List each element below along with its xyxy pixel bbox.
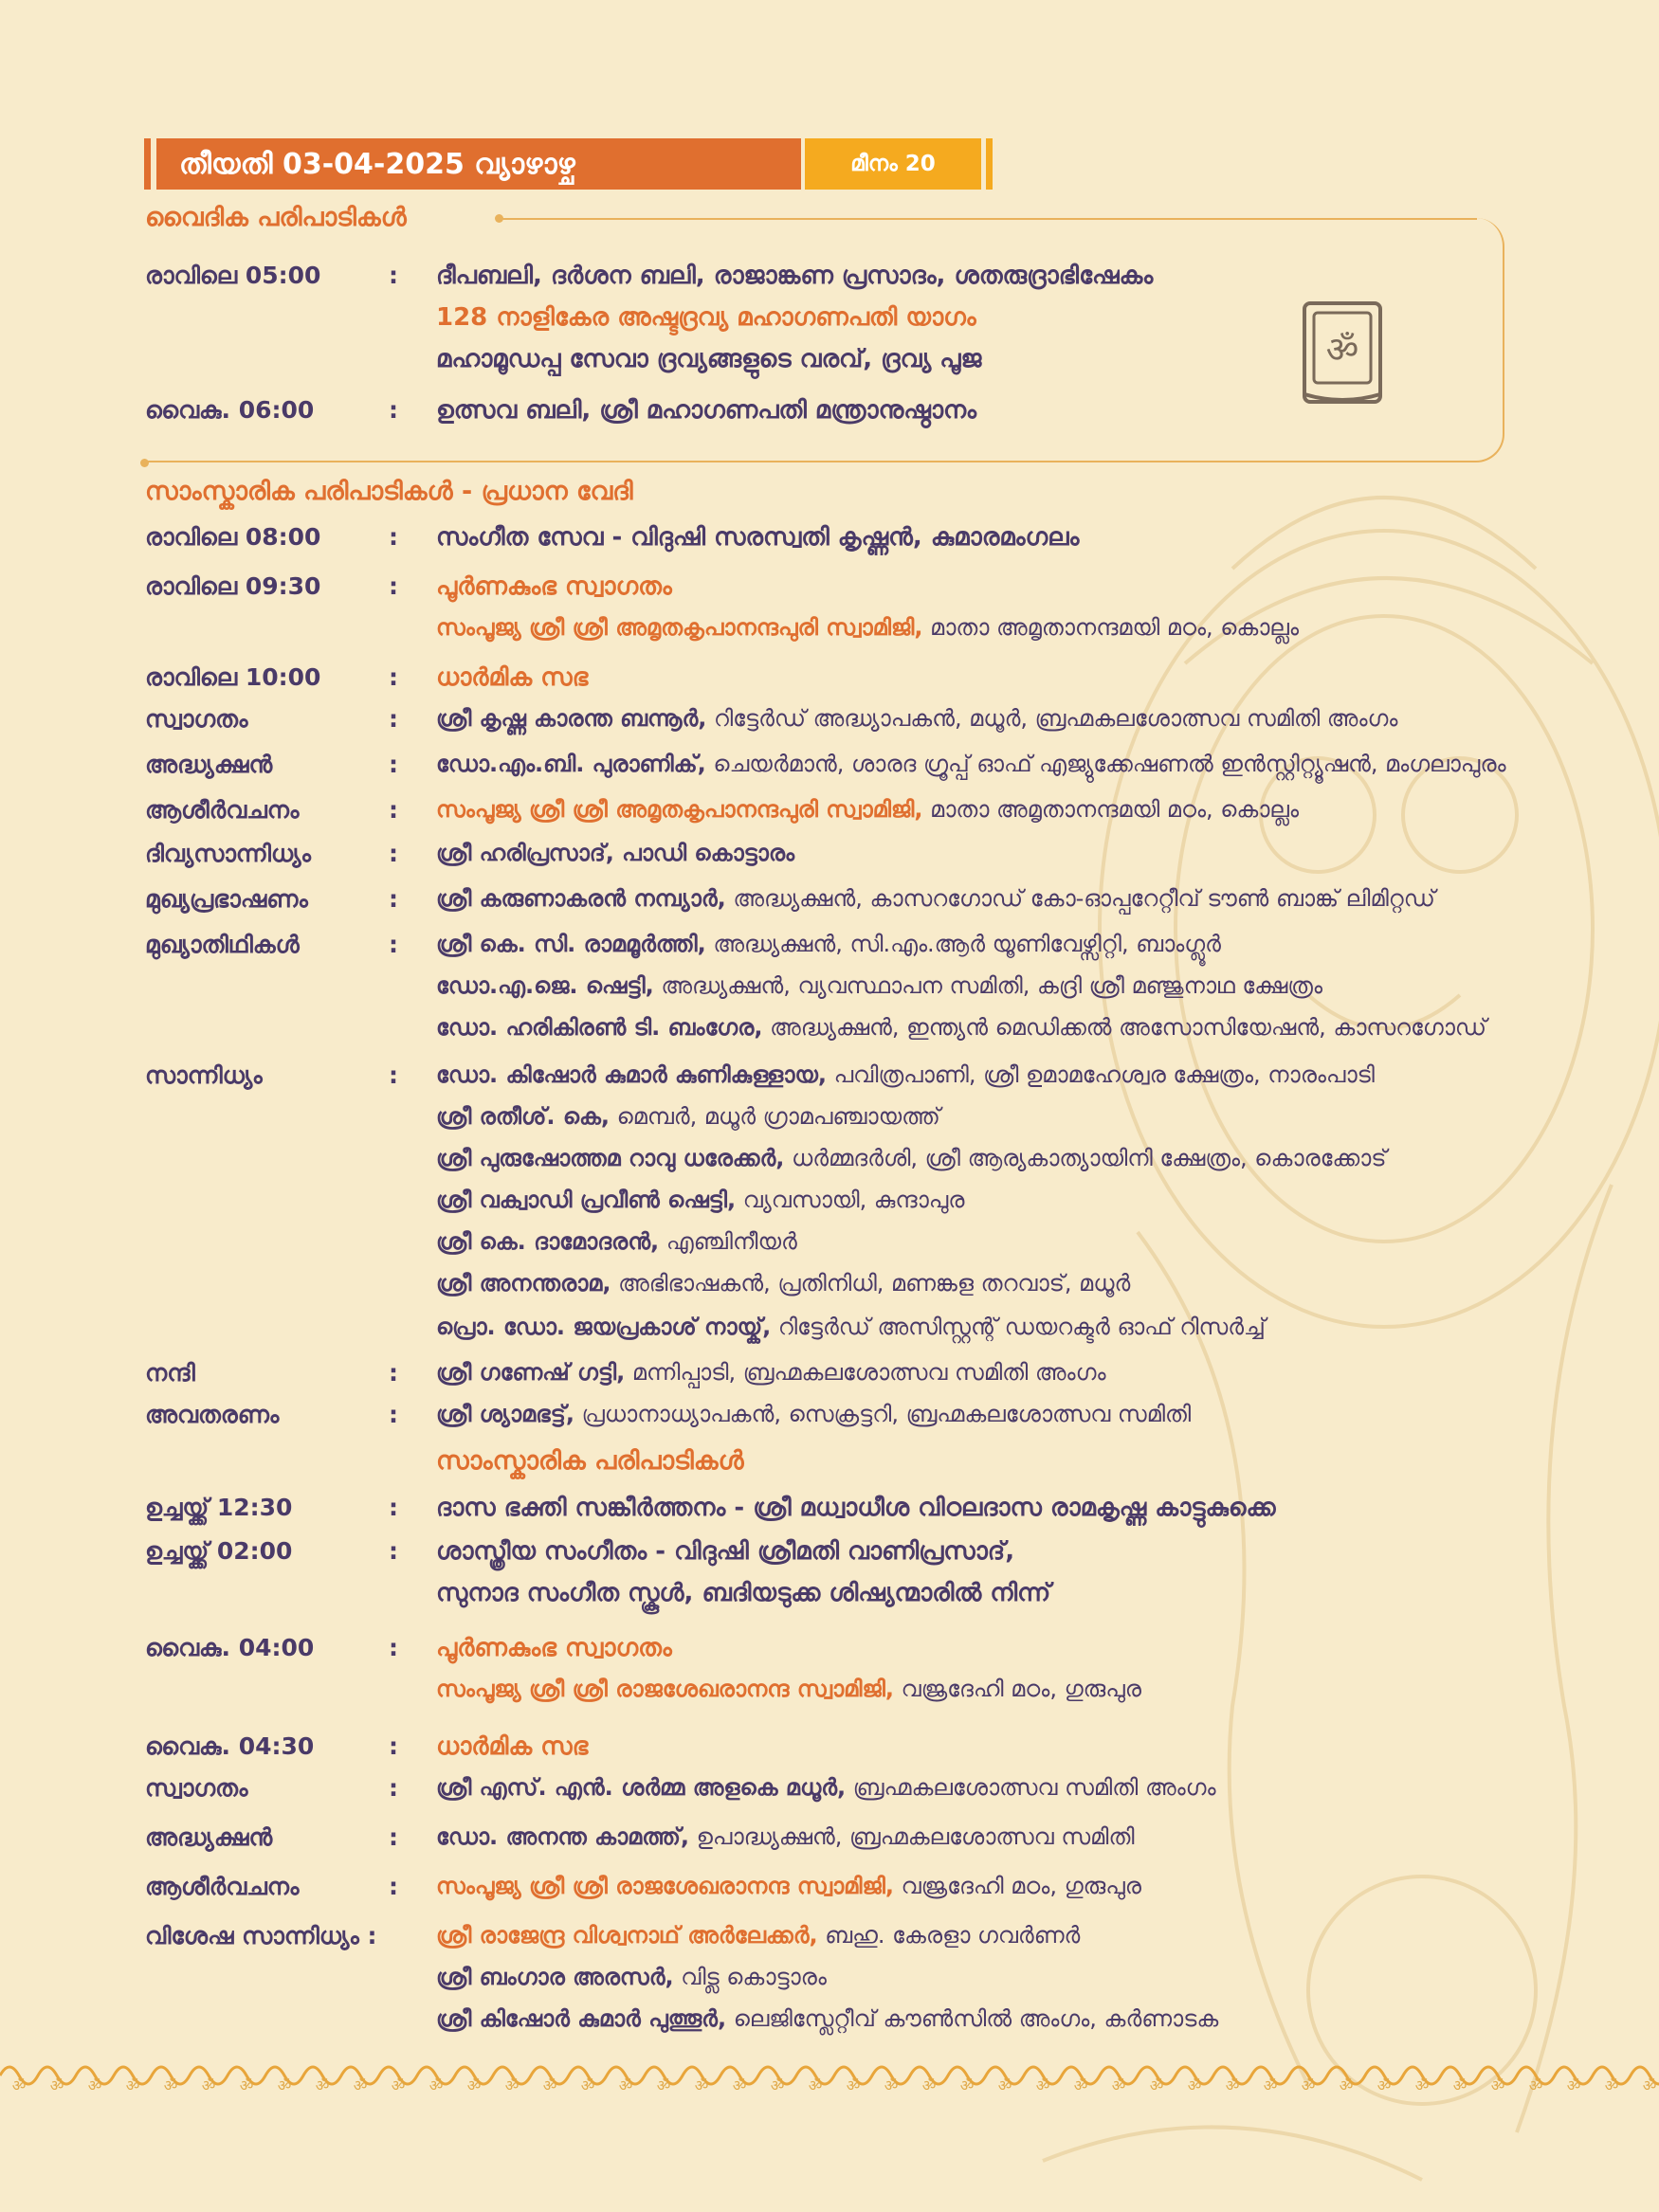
border-om-glyph: ॐ	[504, 2076, 520, 2094]
row-colon: :	[389, 796, 398, 824]
person-name: ശ്രീ വക്വാഡി പ്രവീൺ ഷെട്ടി,	[436, 1187, 737, 1213]
person-detail: ബഹു. കേരളാ ഗവർണർ	[817, 1922, 1081, 1949]
vaidika-row	[0, 345, 1659, 383]
person-name: ശ്രീ കിഷോർ കുമാർ പുത്തൂർ,	[436, 2005, 727, 2032]
border-om-glyph: ॐ	[1566, 2076, 1581, 2094]
person-name: ഡോ. കിഷോർ കുമാർ കുണികുള്ളായ,	[436, 1061, 828, 1088]
row-colon: :	[389, 1634, 398, 1661]
person-detail: ധർമ്മദർശി, ശ്രീ ആര്യകാത്യായിനി ക്ഷേത്രം, കൊരക്കോട്	[784, 1145, 1387, 1171]
row-text: പൂർണകുംഭ സ്വാഗതം	[436, 1634, 672, 1662]
person-detail: അദ്ധ്യക്ഷൻ, കാസറഗോഡ് കോ-ഓപ്പറേറ്റീവ് ടൗൺ ബാങ്ക് ലിമിറ്റഡ്	[725, 885, 1435, 912]
border-om-glyph: ॐ	[1073, 2076, 1088, 2094]
row-text	[436, 796, 1299, 823]
row-colon: :	[389, 523, 398, 551]
row-text	[436, 1187, 964, 1213]
samskarika-row	[0, 1103, 1659, 1141]
row-text: ഉത്സവ ബലി, ശ്രീ മഹാഗണപതി മന്ത്രാനുഷ്ഠാനം	[436, 396, 977, 425]
samskarika2-row	[0, 1494, 1659, 1532]
row-text	[436, 972, 1322, 999]
row-text	[436, 1228, 797, 1255]
decorative-om-border	[0, 2053, 1659, 2094]
row-text	[436, 614, 1299, 641]
border-om-glyph: ॐ	[618, 2076, 633, 2094]
row-text	[436, 1922, 1080, 1949]
person-name: സംപൂജ്യ ശ്രീ ശ്രീ രാജശേഖരാനന്ദ സ്വാമിജി,	[436, 1676, 895, 1702]
border-om-glyph: ॐ	[11, 2076, 27, 2094]
border-om-glyph: ॐ	[315, 2076, 330, 2094]
row-colon: :	[389, 931, 398, 958]
person-name: ശ്രീ കെ. ദാമോദരൻ,	[436, 1228, 660, 1255]
border-om-glyph: ॐ	[353, 2076, 368, 2094]
samskarika2-row	[0, 1922, 1659, 1960]
row-text: ദീപബലി, ദർശന ബലി, രാജാങ്കണ പ്രസാദം, ശതരുദ്രാഭിഷേകം	[436, 262, 1154, 290]
row-colon: :	[389, 1823, 398, 1851]
border-om-glyph: ॐ	[1642, 2076, 1657, 2094]
border-om-glyph: ॐ	[846, 2076, 861, 2094]
month-label: മീനം 20	[805, 138, 981, 190]
row-time: വൈകു. 06:00	[145, 396, 315, 424]
row-text: ധാർമിക സഭ	[436, 663, 589, 692]
samskarika2-title: സാംസ്കാരിക പരിപാടികൾ	[436, 1446, 744, 1476]
person-detail: മന്നിപ്പാടി, ബ്രഹ്മകലശോത്സവ സമിതി അംഗം	[625, 1359, 1106, 1386]
samskarika2-row	[0, 1964, 1659, 2002]
row-label: മുഖ്യാതിഥികൾ	[145, 931, 300, 958]
frame-dot	[140, 459, 149, 467]
samskarika-row	[0, 1314, 1659, 1351]
row-label: സ്വാഗതം	[145, 705, 248, 733]
row-text: പൂർണകുംഭ സ്വാഗതം	[436, 572, 672, 601]
row-text: ധാർമിക സഭ	[436, 1732, 589, 1761]
samskarika-row	[0, 1228, 1659, 1266]
person-name: സംപൂജ്യ ശ്രീ ശ്രീ അമൃതകൃപാനന്ദപുരി സ്വാമിജി,	[436, 614, 923, 641]
samskarika-row	[0, 1061, 1659, 1099]
row-colon: :	[389, 1494, 398, 1521]
row-text	[436, 1270, 1130, 1296]
border-om-glyph: ॐ	[921, 2076, 937, 2094]
svg-text:ॐ: ॐ	[1325, 329, 1359, 371]
vaidika-row	[0, 303, 1659, 341]
samskarika-row	[0, 1014, 1659, 1052]
row-label: വിശേഷ സാന്നിധ്യം :	[145, 1922, 377, 1949]
row-text	[436, 1401, 1191, 1427]
border-om-glyph: ॐ	[808, 2076, 823, 2094]
samskarika-row	[0, 1401, 1659, 1439]
border-om-glyph: ॐ	[125, 2076, 140, 2094]
samskarika2-row	[0, 1823, 1659, 1861]
row-text	[436, 751, 1506, 777]
row-colon: :	[389, 1774, 398, 1802]
row-text: മഹാമൂഡപ്പ സേവാ ദ്രവ്യങ്ങളുടെ വരവ്, ദ്രവ്യ പൂജ	[436, 345, 982, 373]
row-label: രാവിലെ 09:30	[145, 572, 321, 600]
vaidika-row	[0, 262, 1659, 299]
row-text	[436, 885, 1435, 912]
person-name: ഡോ.എം.ബി. പുരാണിക്,	[436, 751, 706, 777]
person-detail: മാതാ അമൃതാനന്ദമയി മഠം, കൊല്ലം	[922, 796, 1300, 823]
samskarika-row	[0, 523, 1659, 561]
person-detail: വ്യവസായി, കുന്ദാപുര	[736, 1187, 965, 1213]
samskarika-row	[0, 614, 1659, 652]
row-colon: :	[389, 1873, 398, 1900]
samskarika-row	[0, 931, 1659, 969]
row-colon: :	[389, 572, 398, 600]
row-label: അദ്ധ്യക്ഷൻ	[145, 1823, 273, 1851]
border-om-glyph: ॐ	[542, 2076, 557, 2094]
row-label: മുഖ്യപ്രഭാഷണം	[145, 885, 308, 913]
person-detail: റിട്ടേർഡ് അസിസ്റ്റന്റ് ഡയറക്ടർ ഓഫ് റിസർച്ച്	[771, 1314, 1266, 1340]
person-name: ശ്രീ ബംഗാര അരസർ,	[436, 1964, 674, 1990]
samskarika2-row	[0, 1579, 1659, 1617]
person-name: ഡോ. ഹരികിരൺ ടി. ബംഗേര,	[436, 1014, 763, 1041]
person-detail: മെമ്പർ, മധൂർ ഗ്രാമപഞ്ചായത്ത്	[609, 1103, 940, 1130]
row-label: നന്ദി	[145, 1359, 195, 1387]
samskarika2-row	[0, 1537, 1659, 1575]
om-book-icon	[1299, 299, 1386, 413]
person-detail: പ്രധാനാധ്യാപകൻ, സെക്രട്ടറി, ബ്രഹ്മകലശോത്സവ സമിതി	[574, 1401, 1192, 1427]
border-om-glyph: ॐ	[87, 2076, 102, 2094]
row-text: ദാസ ഭക്തി സങ്കീർത്തനം - ശ്രീ മധ്വാധീശ വിഠലദാസ രാമകൃഷ്ണ കാട്ടുകുക്കെ	[436, 1494, 1276, 1522]
person-name: ശ്രീ കൃഷ്ണ കാരന്ത ബന്നൂർ,	[436, 705, 707, 732]
person-detail: വിട്ല കൊട്ടാരം	[673, 1964, 827, 1990]
person-name: ശ്രീ പുരുഷോത്തമ റാവു ധരേക്കർ,	[436, 1145, 785, 1171]
row-text	[436, 1314, 1266, 1340]
samskarika-title: സാംസ്കാരിക പരിപാടികൾ - പ്രധാന വേദി	[145, 477, 633, 506]
border-om-glyph: ॐ	[239, 2076, 254, 2094]
person-name: സംപൂജ്യ ശ്രീ ശ്രീ അമൃതകൃപാനന്ദപുരി സ്വാമിജി,	[436, 796, 923, 823]
border-om-glyph: ॐ	[1263, 2076, 1278, 2094]
samskarika-row	[0, 796, 1659, 834]
samskarika2-row	[0, 1634, 1659, 1672]
row-text	[436, 931, 1221, 957]
person-detail: ബ്രഹ്മകലശോത്സവ സമിതി അംഗം	[846, 1774, 1216, 1801]
person-name: പ്രൊ. ഡോ. ജയപ്രകാശ് നായ്ക്,	[436, 1314, 772, 1340]
border-om-glyph: ॐ	[466, 2076, 482, 2094]
person-detail: എഞ്ചിനീയർ	[659, 1228, 797, 1255]
samskarika-row	[0, 751, 1659, 789]
row-text	[436, 1061, 1375, 1088]
row-label: സാന്നിധ്യം	[145, 1061, 263, 1089]
person-name: ശ്രീ എസ്. എൻ. ശർമ്മ അളകെ മധൂർ,	[436, 1774, 847, 1801]
samskarika-row	[0, 1270, 1659, 1308]
banner-right-bar	[986, 138, 993, 190]
row-label: വൈകു. 04:30	[145, 1732, 315, 1760]
person-name: ഡോ. അനന്ത കാമത്ത്,	[436, 1823, 690, 1850]
row-text	[436, 2005, 1218, 2032]
row-colon: :	[389, 262, 398, 289]
samskarika-row	[0, 972, 1659, 1010]
row-label: സ്വാഗതം	[145, 1774, 248, 1802]
date-label: തീയതി 03-04-2025 വ്യാഴാഴ്ച	[156, 138, 801, 190]
row-label: വൈകു. 04:00	[145, 1634, 315, 1661]
border-om-glyph: ॐ	[201, 2076, 216, 2094]
row-text	[436, 1964, 827, 1990]
border-om-glyph: ॐ	[1111, 2076, 1126, 2094]
row-label: രാവിലെ 08:00	[145, 523, 321, 551]
person-name: ശ്രീ കെ. സി. രാമമൂർത്തി,	[436, 931, 706, 957]
row-label: രാവിലെ 10:00	[145, 663, 321, 691]
border-om-glyph: ॐ	[49, 2076, 64, 2094]
row-text	[436, 1873, 1141, 1899]
border-om-glyph: ॐ	[770, 2076, 785, 2094]
border-om-glyph: ॐ	[1452, 2076, 1468, 2094]
border-om-glyph: ॐ	[694, 2076, 709, 2094]
row-colon: :	[389, 885, 398, 913]
person-name: ശ്രീ ശ്യാമഭട്ട്,	[436, 1401, 574, 1427]
row-label: ഉച്ചയ്ക്ക് 12:30	[145, 1494, 293, 1521]
person-name: ശ്രീ അനന്തരാമ,	[436, 1270, 611, 1296]
person-detail: ചെയർമാൻ, ശാരദ ഗ്രൂപ്പ് ഓഫ് എജ്യുക്കേഷണൽ ഇൻസ്റ്റിറ്റ്യൂഷൻ, മംഗലാപുരം	[705, 751, 1506, 777]
border-om-glyph: ॐ	[391, 2076, 406, 2094]
samskarika2-row	[0, 2005, 1659, 2043]
person-name: ശ്രീ കരുണാകരൻ നമ്പ്യാർ,	[436, 885, 726, 912]
person-detail: അദ്ധ്യക്ഷൻ, ഇന്ത്യൻ മെഡിക്കൽ അസോസിയേഷൻ, കാസറഗോഡ്	[762, 1014, 1487, 1041]
row-colon: :	[389, 1732, 398, 1760]
person-detail: ലെജിസ്ലേറ്റീവ് കൗൺസിൽ അംഗം, കർണാടക	[726, 2005, 1219, 2032]
border-om-glyph: ॐ	[1490, 2076, 1505, 2094]
vaidika-row	[0, 396, 1659, 434]
person-detail: അദ്ധ്യക്ഷൻ, സി.എം.ആർ യൂണിവേഴ്സിറ്റി, ബാംഗ്ലൂർ	[705, 931, 1221, 957]
row-colon: :	[389, 751, 398, 778]
row-text: സുനാദ സംഗീത സ്കൂൾ, ബദിയടുക്ക ശിഷ്യന്മാരിൽ നിന്ന്	[436, 1579, 1051, 1607]
border-om-glyph: ॐ	[1187, 2076, 1202, 2094]
person-detail: അഭിഭാഷകൻ, പ്രതിനിധി, മണങ്കള തറവാട്, മധൂർ	[611, 1270, 1131, 1296]
row-text	[436, 1676, 1141, 1702]
person-detail: മാതാ അമൃതാനന്ദമയി മഠം, കൊല്ലം	[922, 614, 1300, 641]
row-text	[436, 840, 794, 866]
row-colon: :	[389, 663, 398, 691]
person-detail: പവിത്രപാണി, ശ്രീ ഉമാമഹേശ്വര ക്ഷേത്രം, നാരംപാടി	[827, 1061, 1375, 1088]
samskarika-row	[0, 840, 1659, 878]
border-om-glyph: ॐ	[656, 2076, 671, 2094]
border-om-glyph: ॐ	[1339, 2076, 1354, 2094]
person-detail: അദ്ധ്യക്ഷൻ, വ്യവസ്ഥാപന സമിതി, കദ്രി ശ്രീ മഞ്ജുനാഥ ക്ഷേത്രം	[653, 972, 1323, 999]
border-om-glyph: ॐ	[1149, 2076, 1164, 2094]
samskarika2-row	[0, 1873, 1659, 1911]
row-colon: :	[389, 1061, 398, 1089]
border-om-glyph: ॐ	[428, 2076, 444, 2094]
samskarika-row	[0, 663, 1659, 701]
date-banner	[144, 138, 993, 190]
row-text	[436, 1774, 1216, 1801]
row-time: രാവിലെ 05:00	[145, 262, 321, 289]
border-om-glyph: ॐ	[580, 2076, 595, 2094]
border-om-glyph: ॐ	[1301, 2076, 1316, 2094]
samskarika-row	[0, 1145, 1659, 1183]
samskarika2-row	[0, 1676, 1659, 1713]
person-name: ശ്രീ ഹരിപ്രസാദ്, പാഡി കൊട്ടാരം	[436, 840, 795, 866]
banner-left-bar	[144, 138, 151, 190]
row-label: ആശീർവചനം	[145, 796, 300, 824]
person-detail: വജ്രദേഹി മഠം, ഗുരുപുര	[894, 1873, 1141, 1899]
person-name: ശ്രീ ഗണേഷ് ഗട്ടി,	[436, 1359, 626, 1386]
row-text	[436, 1823, 1135, 1850]
border-om-glyph: ॐ	[1604, 2076, 1619, 2094]
border-om-glyph: ॐ	[1225, 2076, 1240, 2094]
row-text	[436, 1359, 1106, 1386]
border-om-glyph: ॐ	[1035, 2076, 1050, 2094]
person-name: ശ്രീ രാജേന്ദ്ര വിശ്വനാഥ് അർലേക്കർ,	[436, 1922, 818, 1949]
row-text	[436, 1103, 940, 1130]
border-om-glyph: ॐ	[1376, 2076, 1392, 2094]
border-om-glyph: ॐ	[1414, 2076, 1430, 2094]
border-om-glyph: ॐ	[997, 2076, 1012, 2094]
person-name: സംപൂജ്യ ശ്രീ ശ്രീ രാജശേഖരാനന്ദ സ്വാമിജി,	[436, 1873, 895, 1899]
row-colon: :	[389, 396, 398, 424]
row-label: ഉച്ചയ്ക്ക് 02:00	[145, 1537, 293, 1565]
border-om-glyph: ॐ	[732, 2076, 747, 2094]
person-detail: ഉപാദ്ധ്യക്ഷൻ, ബ്രഹ്മകലശോത്സവ സമിതി	[689, 1823, 1135, 1850]
row-colon: :	[389, 1401, 398, 1428]
person-name: ഡോ.എ.ജെ. ഷെട്ടി,	[436, 972, 654, 999]
row-text	[436, 1014, 1486, 1041]
row-text: സംഗീത സേവ - വിദുഷി സരസ്വതി കൃഷ്ണൻ, കുമാരമംഗലം	[436, 523, 1080, 552]
row-text	[436, 1145, 1387, 1171]
row-label: അദ്ധ്യക്ഷൻ	[145, 751, 273, 778]
vaidika-title: വൈദിക പരിപാടികൾ	[145, 203, 407, 232]
person-name: ശ്രീ രതീശ്. കെ,	[436, 1103, 610, 1130]
samskarika-row	[0, 1187, 1659, 1224]
samskarika-row	[0, 572, 1659, 610]
samskarika-row	[0, 705, 1659, 743]
row-colon: :	[389, 1359, 398, 1387]
row-colon: :	[389, 1537, 398, 1565]
row-text: ശാസ്ത്രീയ സംഗീതം - വിദുഷി ശ്രീമതി വാണിപ്രസാദ്,	[436, 1537, 1015, 1566]
person-detail: വജ്രദേഹി മഠം, ഗുരുപുര	[894, 1676, 1141, 1702]
row-label: ആശീർവചനം	[145, 1873, 300, 1900]
border-om-glyph: ॐ	[884, 2076, 899, 2094]
border-om-glyph: ॐ	[163, 2076, 178, 2094]
row-label: അവതരണം	[145, 1401, 280, 1428]
row-colon: :	[389, 705, 398, 733]
row-colon: :	[389, 840, 398, 867]
samskarika2-row	[0, 1774, 1659, 1812]
row-label: ദിവ്യസാന്നിധ്യം	[145, 840, 311, 867]
row-text	[436, 705, 1397, 732]
border-om-glyph: ॐ	[959, 2076, 975, 2094]
samskarika2-row	[0, 1732, 1659, 1770]
person-detail: റിട്ടേർഡ് അദ്ധ്യാപകൻ, മധൂർ, ബ്രഹ്മകലശോത്സവ സമിതി അംഗം	[706, 705, 1398, 732]
row-text: 128 നാളികേര അഷ്ടദ്രവ്യ മഹാഗണപതി യാഗം	[436, 303, 976, 332]
samskarika-row	[0, 885, 1659, 923]
border-om-glyph: ॐ	[1528, 2076, 1543, 2094]
border-om-glyph: ॐ	[277, 2076, 292, 2094]
samskarika-row	[0, 1359, 1659, 1397]
